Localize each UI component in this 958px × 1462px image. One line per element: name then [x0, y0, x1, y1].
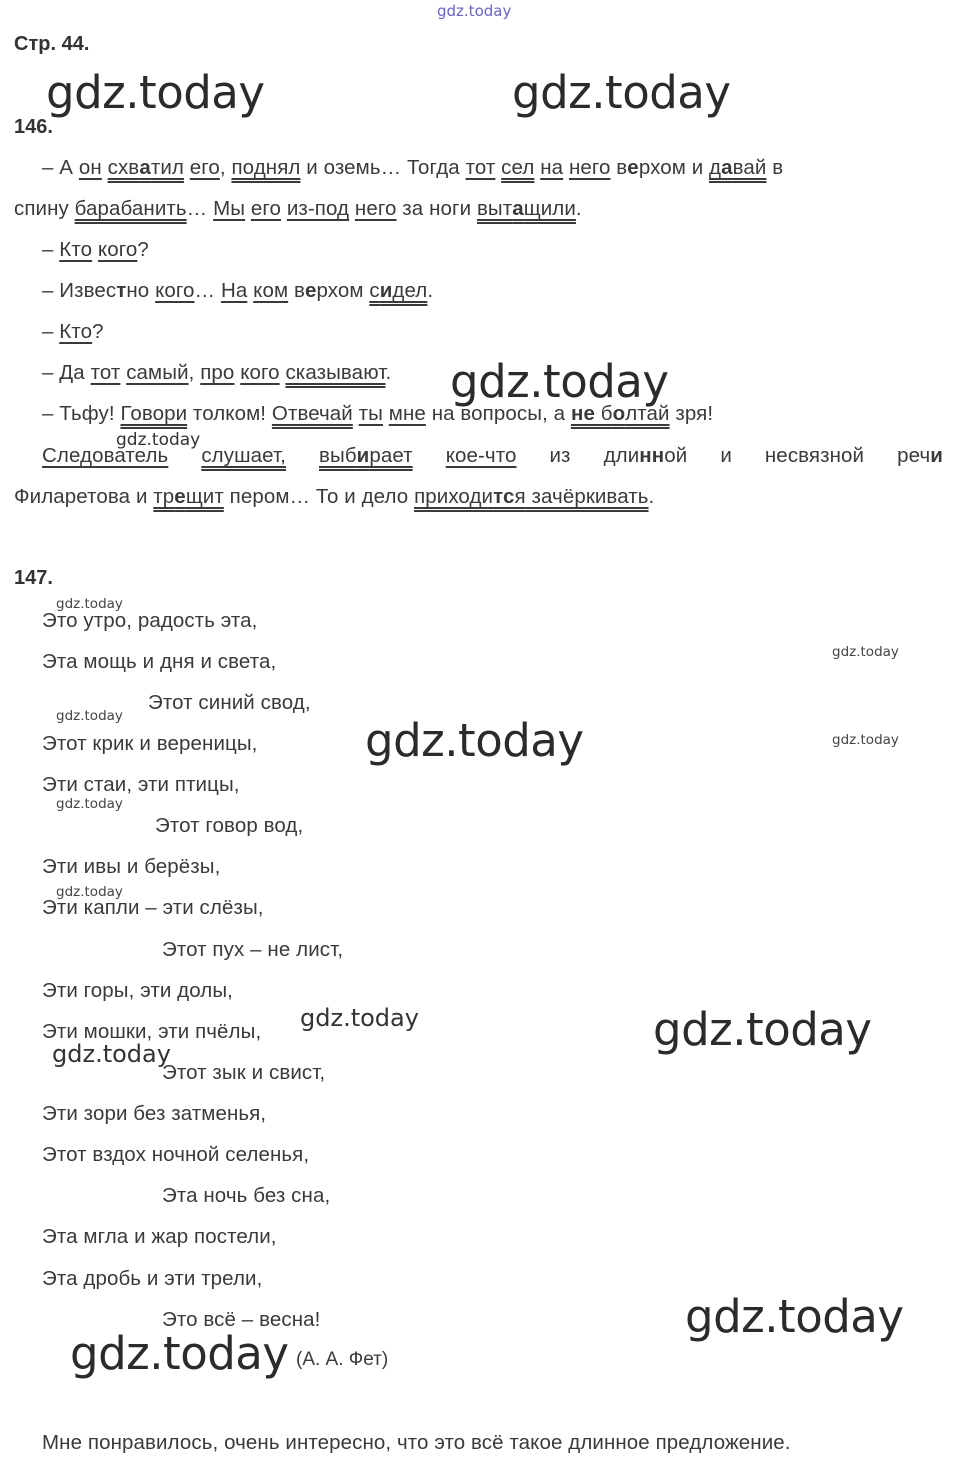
watermark: gdz.today	[56, 796, 123, 812]
text-segment: – А он схватил его, поднял и оземь… Тогда тот сел на него верхом и давай в	[42, 156, 784, 179]
watermark: gdz.today	[832, 732, 899, 748]
poem-line: Это утро, радость эта,	[42, 609, 258, 632]
watermark: gdz.today	[685, 1290, 904, 1343]
watermark-top: gdz.today	[437, 2, 512, 20]
watermark: gdz.today	[116, 430, 201, 450]
watermark: gdz.today	[512, 66, 731, 119]
exercise-146-number: 146.	[14, 116, 53, 138]
page-label: Стр. 44.	[14, 33, 90, 55]
watermark: gdz.today	[450, 355, 669, 408]
poem-line: Эта мгла и жар постели,	[42, 1225, 277, 1248]
poem-line: Это всё – весна!	[162, 1308, 321, 1331]
text-line: – Кто кого?	[42, 238, 149, 261]
poem-line: Эти горы, эти долы,	[42, 979, 233, 1002]
poem-line: Эти зори без затменья,	[42, 1102, 267, 1125]
text-line: – Известно кого… На ком верхом сидел.	[42, 279, 434, 302]
watermark: gdz.today	[70, 1327, 289, 1380]
poem-line: Этот крик и вереницы,	[42, 732, 258, 755]
comment-text: Мне понравилось, очень интересно, что это всё такое длинное предложение.	[42, 1431, 791, 1454]
poem-author: (А. А. Фет)	[296, 1349, 389, 1370]
watermark: gdz.today	[56, 884, 123, 900]
watermark: gdz.today	[653, 1003, 872, 1056]
poem-line: Этот зык и свист,	[162, 1061, 326, 1084]
watermark: gdz.today	[56, 596, 123, 612]
watermark: gdz.today	[56, 708, 123, 724]
text-line: – Да тот самый, про кого сказывают.	[42, 361, 392, 384]
exercise-147-number: 147.	[14, 567, 53, 589]
text-line	[42, 156, 943, 180]
watermark: gdz.today	[52, 1040, 171, 1068]
poem-line: Эта мощь и дня и света,	[42, 650, 277, 673]
poem-line: Этот синий свод,	[148, 691, 311, 714]
poem-line: Этот вздох ночной селенья,	[42, 1143, 310, 1166]
poem-line: Эта ночь без сна,	[162, 1184, 331, 1207]
poem-line: Эти ивы и берёзы,	[42, 855, 221, 878]
poem-line: Этот говор вод,	[155, 814, 304, 837]
watermark: gdz.today	[300, 1004, 419, 1032]
watermark: gdz.today	[46, 66, 265, 119]
poem-line: Эти капли – эти слёзы,	[42, 896, 264, 919]
poem-line: Эти мошки, эти пчёлы,	[42, 1020, 262, 1043]
text-line: Филаретова и трещит пером… То и дело приходится зачёркивать.	[14, 485, 655, 508]
watermark: gdz.today	[365, 714, 584, 767]
poem-line: Эта дробь и эти трели,	[42, 1267, 263, 1290]
watermark: gdz.today	[832, 644, 899, 660]
text-line: – Тьфу! Говори толком! Отвечай ты мне на вопросы, а не болтай зря!	[42, 402, 714, 425]
poem-line: Эти стаи, эти птицы,	[42, 773, 240, 796]
text-line: – Кто?	[42, 320, 104, 343]
poem-line: Этот пух – не лист,	[162, 938, 344, 961]
text-line: Следователь слушает, выбирает кое-что из длинной и несвязной речи	[42, 444, 943, 467]
text-line: спину барабанить… Мы его из-под него за ноги вытащили.	[14, 197, 582, 220]
